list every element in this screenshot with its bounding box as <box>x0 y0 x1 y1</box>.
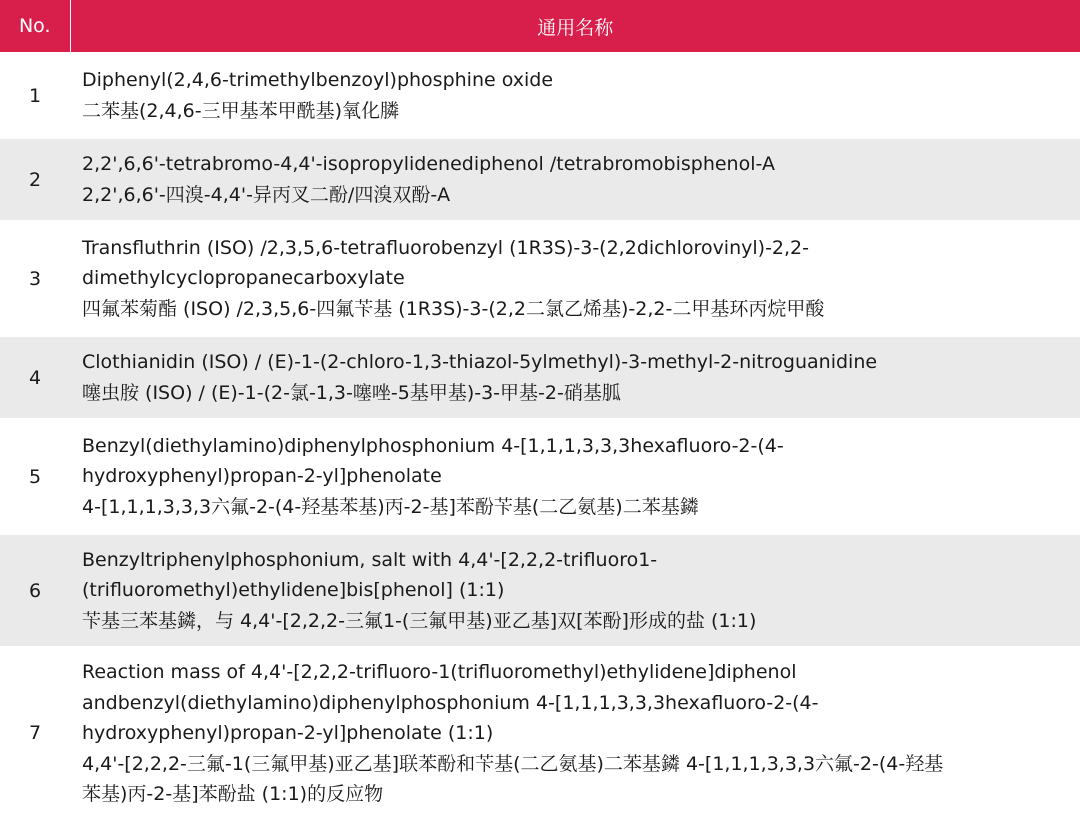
name-line: 4-[1,1,1,3,3,3六氟-2-(4-羟基苯基)丙-2-基]苯酚苄基(二乙氨基)二苯基鏻 <box>82 495 699 518</box>
table-row <box>0 222 1080 336</box>
row-common-name <box>70 54 1080 138</box>
row-common-name <box>70 138 1080 222</box>
row-common-name <box>70 648 1080 818</box>
name-line: Benzyltriphenylphosphonium, salt with 4,4'-[2,2,2-trifluoro1- <box>82 548 658 571</box>
name-line: Diphenyl(2,4,6-trimethylbenzoyl)phosphine oxide <box>82 69 554 91</box>
table-body <box>0 54 1080 818</box>
row-common-name <box>70 222 1080 336</box>
row-number: 1 <box>0 54 70 138</box>
header-row <box>0 0 1080 54</box>
table-row <box>0 54 1080 138</box>
row-number: 3 <box>0 222 70 336</box>
row-number: 7 <box>0 648 70 818</box>
name-line: 4,4'-[2,2,2-三氟-1(三氟甲基)亚乙基]联苯酚和苄基(二乙氨基)二苯基鏻 4-[1,1,1,3,3,3六氟-2-(4-羟基 <box>82 752 944 775</box>
table-header <box>0 0 1080 54</box>
name-line: dimethylcyclopropanecarboxylate <box>82 267 405 290</box>
name-line: 噻虫胺 (ISO) / (E)-1-(2-氯-1,3-噻唑-5基甲基)-3-甲基-2-硝基胍 <box>82 381 621 404</box>
name-line: 苯基)丙-2-基]苯酚盐 (1:1)的反应物 <box>82 783 384 805</box>
name-line: Transfluthrin (ISO) /2,3,5,6-tetrafluorobenzyl (1R3S)-3-(2,2dichlorovinyl)-2,2- <box>82 236 809 259</box>
name-line: Benzyl(diethylamino)diphenylphosphonium 4-[1,1,1,3,3,3hexafluoro-2-(4- <box>82 434 784 457</box>
table-row <box>0 648 1080 818</box>
table-row <box>0 534 1080 648</box>
table-row <box>0 420 1080 534</box>
name-line: 四氟苯菊酯 (ISO) /2,3,5,6-四氟苄基 (1R3S)-3-(2,2二氯乙烯基)-2,2-二甲基环丙烷甲酸 <box>82 297 825 320</box>
row-number: 4 <box>0 336 70 420</box>
name-line: 2,2',6,6'-四溴-4,4'-异丙叉二酚/四溴双酚-A <box>82 183 451 206</box>
table-row <box>0 138 1080 222</box>
row-common-name <box>70 420 1080 534</box>
name-line: andbenzyl(diethylamino)diphenylphosphonium 4-[1,1,1,3,3,3hexafluoro-2-(4- <box>82 691 819 714</box>
row-number: 5 <box>0 420 70 534</box>
name-line: hydroxyphenyl)propan-2-yl]phenolate <box>82 465 442 488</box>
name-line: 二苯基(2,4,6-三甲基苯甲酰基)氧化膦 <box>82 99 400 122</box>
row-common-name <box>70 534 1080 648</box>
header-common-name: 通用名称 <box>70 0 1080 54</box>
name-line: 苄基三苯基鏻，与 4,4'-[2,2,2-三氟1-(三氟甲基)亚乙基]双[苯酚]形成的盐 (1:1) <box>82 609 757 632</box>
header-no: No. <box>0 0 70 54</box>
name-line: (trifluoromethyl)ethylidene]bis[phenol] (1:1) <box>82 579 505 602</box>
row-number: 6 <box>0 534 70 648</box>
table-row <box>0 336 1080 420</box>
row-common-name <box>70 336 1080 420</box>
name-line: hydroxyphenyl)propan-2-yl]phenolate (1:1) <box>82 722 494 744</box>
name-line: Reaction mass of 4,4'-[2,2,2-trifluoro-1(trifluoromethyl)ethylidene]diphenol <box>82 661 797 683</box>
name-line: 2,2',6,6'-tetrabromo-4,4'-isopropylidenediphenol /tetrabromobisphenol-A <box>82 153 775 175</box>
name-line: Clothianidin (ISO) / (E)-1-(2-chloro-1,3-thiazol-5ylmethyl)-3-methyl-2-nitroguanidine <box>82 351 878 373</box>
row-number: 2 <box>0 138 70 222</box>
